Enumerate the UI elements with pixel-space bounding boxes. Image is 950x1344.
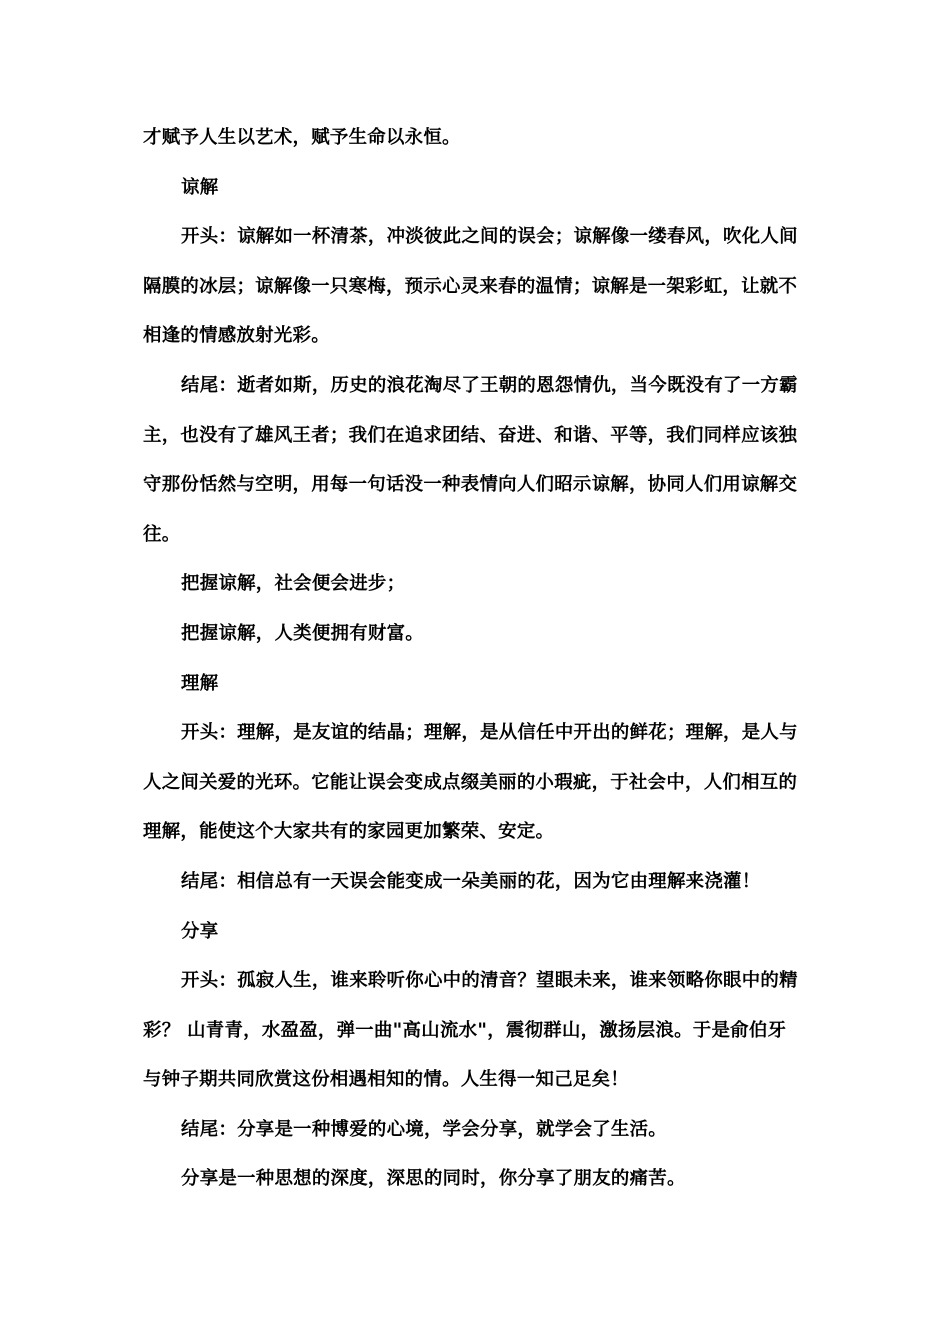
section-heading: 分享 xyxy=(181,920,219,942)
text-line: 彩？ 山青青，水盈盈，弹一曲"高山流水"，震彻群山，激扬层浪。于是俞伯牙 xyxy=(143,1019,787,1041)
text-line: 与钟子期共同欣赏这份相遇相知的情。人生得一知己足矣！ xyxy=(143,1069,629,1091)
document-body xyxy=(143,113,811,1204)
text-line: 把握谅解，社会便会进步； xyxy=(181,573,406,595)
text-line: 结尾：分享是一种博爱的心境，学会分享，就学会了生活。 xyxy=(181,1118,667,1140)
text-line: 结尾：逝者如斯，历史的浪花淘尽了王朝的恩怨情仇，当今既没有了一方霸 xyxy=(181,374,798,396)
text-line: 把握谅解，人类便拥有财富。 xyxy=(181,622,424,644)
text-line: 开头：孤寂人生，谁来聆听你心中的清音？望眼未来，谁来领略你眼中的精 xyxy=(181,970,798,992)
text-line: 主，也没有了雄风王者；我们在追求团结、奋进、和谐、平等，我们同样应该独 xyxy=(143,424,798,446)
text-line: 开头：理解，是友谊的结晶；理解，是从信任中开出的鲜花；理解，是人与 xyxy=(181,722,798,744)
text-line: 往。 xyxy=(143,523,181,545)
text-line: 理解，能使这个大家共有的家园更加繁荣、安定。 xyxy=(143,821,555,843)
text-line: 开头：谅解如一杯清茶，冲淡彼此之间的误会；谅解像一缕春风，吹化人间 xyxy=(181,226,798,248)
text-line: 才赋予人生以艺术，赋予生命以永恒。 xyxy=(143,127,461,148)
section-heading: 理解 xyxy=(181,672,219,694)
text-line: 隔膜的冰层；谅解像一只寒梅，预示心灵来春的温情；谅解是一架彩虹，让就不 xyxy=(143,275,798,297)
text-line: 结尾：相信总有一天误会能变成一朵美丽的花，因为它由理解来浇灌！ xyxy=(181,870,761,892)
text-line: 分享是一种思想的深度，深思的同时，你分享了朋友的痛苦。 xyxy=(181,1168,686,1190)
text-line: 人之间关爱的光环。它能让误会变成点缀美丽的小瑕疵，于社会中，人们相互的 xyxy=(143,771,798,793)
text-line: 守那份恬然与空明，用每一句话没一种表情向人们昭示谅解，协同人们用谅解交 xyxy=(143,474,798,496)
text-line: 相逢的情感放射光彩。 xyxy=(143,325,330,347)
section-heading: 谅解 xyxy=(181,176,219,198)
